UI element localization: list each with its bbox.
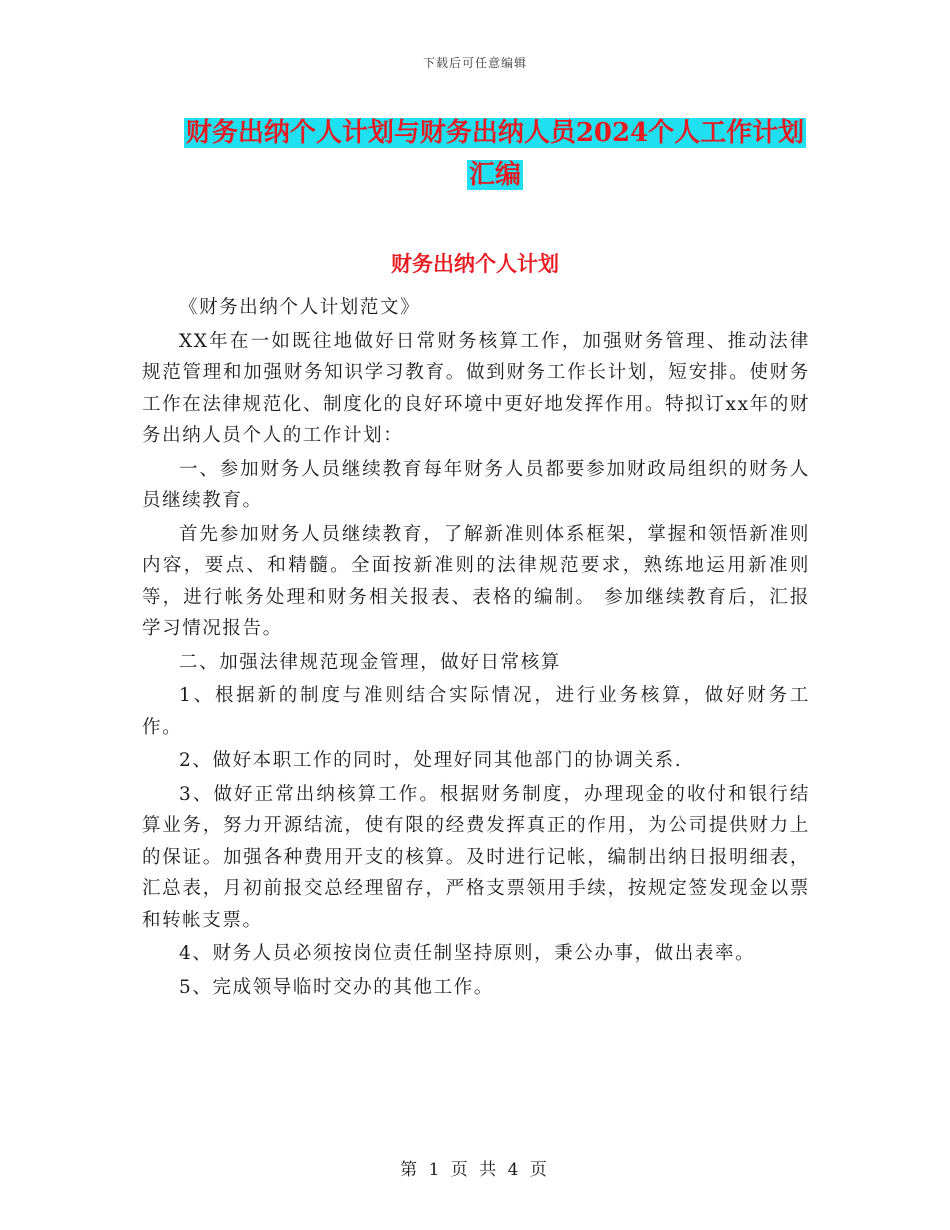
paragraph: 4、财务人员必须按岗位责任制坚持原则，秉公办事，做出表率。 <box>179 943 756 964</box>
document-title-line-1: 财务出纳个人计划与财务出纳人员2024个人工作计划 <box>185 118 805 148</box>
document-title-line-2: 汇编 <box>468 160 521 190</box>
paragraph: 5、完成领导临时交办的其他工作。 <box>179 976 494 998</box>
paragraph: XX年在一如既往地做好日常财务核算工作，加强财务管理、推动法律规范管理和加强财务知识学习教育。做到财务工作长计划，短安排。使财务工作在法律规范化、制度化的良好环境中更好地发挥作用。特拟订xx年的财务出纳人员个人的工作计划： <box>142 330 810 446</box>
paragraph: 二、加强法律规范现金管理，做好日常核算 <box>179 651 561 673</box>
page-number-footer: 第 1 页 共 4 页 <box>400 1160 550 1180</box>
paragraph: 2、做好本职工作的同时，处理好同其他部门的协调关系. <box>179 750 683 771</box>
paragraph: 《财务出纳个人计划范文》 <box>179 297 421 318</box>
document-title <box>140 112 850 196</box>
paragraph: 首先参加财务人员继续教育，了解新准则体系框架，掌握和领悟新准则内容，要点、和精髓。全面按新准则的法律规范要求，熟练地运用新准则等，进行帐务处理和财务相关报表、表格的编制。 参加继续教育后，汇报学习情况报告。 <box>142 523 810 639</box>
paragraph: 一、参加财务人员继续教育每年财务人员都要参加财政局组织的财务人员继续教育。 <box>142 458 810 511</box>
paragraph: 3、做好正常出纳核算工作。根据财务制度，办理现金的收付和银行结算业务，努力开源结流，使有限的经费发挥真正的作用，为公司提供财力上的保证。加强各种费用开支的核算。及时进行记帐，编制出纳日报明细表，汇总表，月初前报交总经理留存，严格支票领用手续，按规定签发现金以票和转帐支票。 <box>142 783 810 931</box>
header-note: 下载后可任意编辑 <box>422 56 527 70</box>
section-title: 财务出纳个人计划 <box>391 251 559 276</box>
document-body <box>142 292 810 1003</box>
paragraph: 1、根据新的制度与准则结合实际情况，进行业务核算，做好财务工作。 <box>142 685 810 738</box>
